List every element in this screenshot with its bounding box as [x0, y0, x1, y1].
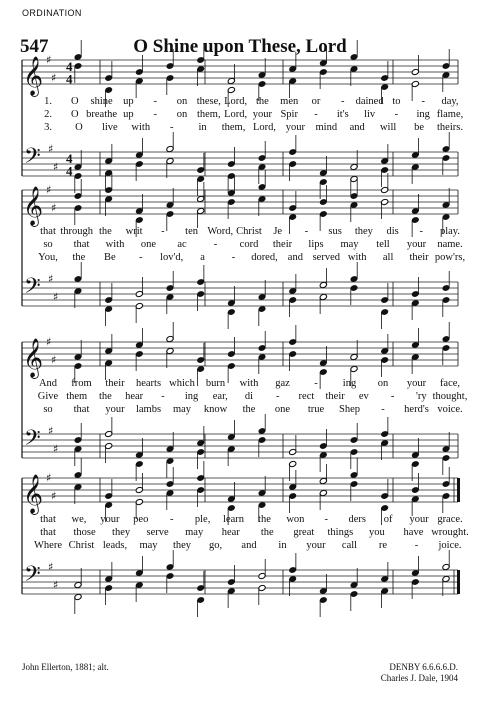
lyric-syllable: 2. — [44, 109, 52, 120]
lyric-syllable: up — [123, 109, 134, 120]
lyric-syllable: with — [131, 122, 151, 133]
lyric-syllable: serve — [146, 527, 169, 538]
lyric-syllable: all — [382, 252, 394, 263]
lyric-syllable: Christ — [236, 226, 262, 237]
final-barline — [457, 478, 460, 502]
lyric-syllable: or — [311, 96, 321, 107]
lyric-syllable: leads, — [102, 540, 128, 551]
lyric-syllable: the — [260, 527, 274, 538]
lyric-syllable: - — [161, 226, 165, 237]
key-sharp: ♯ — [48, 424, 54, 438]
lyric-syllable: - — [341, 96, 345, 107]
lyric-syllable: go, — [208, 540, 223, 551]
lyric-syllable: live — [101, 122, 118, 133]
lyric-syllable: pow'rs, — [434, 252, 466, 263]
lyric-syllable: ders — [348, 514, 366, 525]
lyric-syllable: them, — [221, 122, 246, 133]
key-sharp: ♯ — [51, 71, 57, 85]
key-sharp: ♯ — [51, 353, 57, 367]
lyric-syllable: ten — [185, 226, 198, 237]
lyric-syllable: - — [304, 226, 309, 237]
lyric-syllable: and — [241, 540, 257, 551]
lyric-syllable: hear — [221, 527, 240, 538]
lyric-syllable: Lord, — [252, 122, 276, 133]
lyric-syllable: your — [252, 109, 273, 120]
lyric-syllable: your — [306, 540, 326, 551]
bass-clef-icon: 𝄢 — [24, 426, 41, 456]
lyric-syllable: Give — [37, 391, 59, 402]
lyric-syllable: dis — [386, 226, 399, 237]
lyric-syllable: a — [200, 252, 205, 263]
lyric-syllable: 1. — [44, 96, 52, 107]
time-signature-top: 4 — [66, 59, 73, 74]
lyric-syllable: name. — [437, 239, 463, 250]
lyric-syllable: thought, — [432, 391, 468, 402]
lyric-syllable: it's — [336, 109, 349, 120]
key-sharp: ♯ — [48, 142, 54, 156]
lyric-syllable: which — [169, 378, 195, 389]
lyric-syllable: that — [73, 404, 90, 415]
bass-clef-icon: 𝄢 — [24, 562, 41, 592]
lyric-syllable: tell — [376, 239, 390, 250]
lyric-syllable: ac — [177, 239, 187, 250]
time-signature-bottom: 4 — [66, 163, 73, 179]
lyric-syllable: ing — [342, 378, 357, 389]
lyric-syllable: they — [112, 527, 131, 538]
lyric-syllable: that — [73, 239, 90, 250]
lyric-syllable: ear, — [212, 391, 228, 402]
lyric-syllable: O — [75, 122, 83, 133]
lyric-syllable: Shep — [339, 404, 360, 415]
lyric-syllable: joice. — [438, 540, 462, 551]
lyric-syllable: 3. — [44, 122, 52, 133]
lyric-syllable: will — [379, 122, 397, 133]
lyric-syllable: Christ — [68, 540, 95, 551]
key-sharp: ♯ — [51, 201, 57, 215]
lyric-syllable: - — [381, 404, 385, 415]
lyric-syllable: voice. — [437, 404, 463, 415]
hymn-number: 547 — [20, 36, 49, 57]
lyric-syllable: shine — [90, 96, 113, 107]
lyric-syllable: in — [198, 122, 207, 133]
lyric-syllable: them, — [196, 109, 221, 120]
lyric-syllable: mind — [315, 122, 338, 133]
lyric-syllable: the — [255, 96, 269, 107]
final-barline — [457, 570, 460, 594]
lyric-syllable: on — [176, 109, 188, 120]
lyric-syllable: breathe — [86, 109, 118, 120]
lyric-syllable: men — [280, 96, 299, 107]
key-sharp: ♯ — [46, 53, 52, 67]
bass-clef-icon: 𝄢 — [24, 144, 41, 174]
lyric-syllable: the — [99, 391, 112, 402]
key-sharp: ♯ — [48, 560, 54, 574]
lyric-syllable: 'ry — [415, 391, 427, 402]
lyric-syllable: your — [285, 122, 306, 133]
lyric-syllable: grace. — [437, 514, 463, 525]
lyric-syllable: - — [394, 109, 399, 120]
lyric-syllable: the — [99, 226, 112, 237]
lyric-syllable: one — [274, 404, 291, 415]
lyric-syllable: - — [421, 96, 425, 107]
lyric-syllable: ple, — [194, 514, 211, 525]
lyric-syllable: your — [100, 514, 120, 525]
lyric-syllable: ev — [358, 391, 369, 402]
lyric-syllable: herd's — [404, 404, 429, 415]
lyric-syllable: hearts — [135, 378, 162, 389]
lyric-syllable: sus — [328, 226, 342, 237]
lyric-syllable: on — [176, 96, 188, 107]
time-signature-bottom: 4 — [66, 71, 73, 87]
lyric-syllable: may — [139, 540, 158, 551]
lyric-syllable: your — [406, 239, 427, 250]
lyric-syllable: Lord, — [224, 96, 248, 107]
key-sharp: ♯ — [46, 471, 52, 485]
lyric-syllable: - — [314, 378, 318, 389]
lyric-syllable: that — [40, 527, 56, 538]
lyric-syllable: ing — [184, 391, 199, 402]
lyric-syllable: - — [161, 391, 165, 402]
lyric-syllable: face, — [439, 378, 461, 389]
lyric-syllable: have — [403, 527, 424, 538]
lyric-syllable: - — [275, 391, 280, 402]
lyric-syllable: Be — [104, 252, 116, 263]
lyric-syllable: O — [71, 96, 79, 107]
lyric-syllable: of — [383, 514, 393, 525]
lyric-syllable: cord — [239, 239, 259, 250]
lyric-syllable: re — [378, 540, 388, 551]
section-label: ORDINATION — [22, 8, 82, 18]
lyric-syllable: the — [258, 514, 271, 525]
lyric-syllable: - — [213, 239, 218, 250]
lyric-syllable: flame, — [436, 109, 464, 120]
lyric-syllable: Spir — [280, 109, 298, 120]
lyric-syllable: up — [123, 96, 134, 107]
hymn-title: O Shine upon These, Lord — [133, 36, 347, 57]
treble-clef-icon: 𝄞 — [23, 186, 44, 226]
lyric-syllable: di — [244, 391, 254, 402]
lyric-syllable: peo — [133, 514, 149, 525]
lyric-syllable: those — [73, 527, 96, 538]
lyric-syllable: rect — [298, 391, 315, 402]
lyric-syllable: may — [172, 404, 192, 415]
lyric-syllable: - — [324, 514, 329, 525]
lyric-syllable: their — [325, 391, 345, 402]
lyric-syllable: so — [43, 404, 53, 415]
text-credit: John Ellerton, 1881; alt. — [22, 662, 109, 672]
key-sharp: ♯ — [46, 335, 52, 349]
lyric-syllable: liv — [364, 109, 376, 120]
lyric-syllable: them — [66, 391, 88, 402]
lyric-syllable: - — [231, 252, 236, 263]
lyric-syllable: Lord, — [224, 109, 248, 120]
lyric-syllable: And — [38, 378, 58, 389]
lyric-syllable: You, — [38, 252, 58, 263]
bass-clef-icon: 𝄢 — [24, 274, 41, 304]
lyric-syllable: their — [105, 378, 125, 389]
lyric-syllable: burn — [205, 378, 226, 389]
lyric-syllable: - — [139, 252, 143, 263]
lyric-syllable: the — [242, 404, 256, 415]
lyric-syllable: lambs — [135, 404, 162, 415]
lyric-syllable: - — [169, 122, 174, 133]
lyric-syllable: gaz — [275, 378, 290, 389]
lyric-syllable: Je — [273, 226, 283, 237]
lyric-syllable: served — [312, 252, 341, 263]
lyric-syllable: that — [40, 226, 56, 237]
lyric-syllable: day, — [441, 96, 459, 107]
lyric-syllable: writ — [125, 226, 143, 237]
lyric-syllable: - — [153, 109, 157, 120]
lyric-syllable: great — [293, 527, 315, 538]
lyric-syllable: may — [185, 527, 204, 538]
lyric-syllable: with — [105, 239, 125, 250]
lyric-syllable: and — [349, 122, 365, 133]
lyric-syllable: one — [140, 239, 157, 250]
tune-credits — [381, 662, 458, 684]
lyric-syllable: in — [278, 540, 287, 551]
lyric-syllable: that — [40, 514, 56, 525]
lyric-syllable: your — [105, 404, 125, 415]
lyric-syllable: play. — [439, 226, 461, 237]
lyric-syllable: - — [314, 109, 318, 120]
lyric-syllable: won — [286, 514, 305, 525]
lyric-syllable: theirs. — [437, 122, 463, 133]
lyric-syllable: - — [419, 226, 424, 237]
lyric-syllable: their — [272, 239, 293, 250]
lyric-syllable: wrought. — [431, 527, 469, 538]
lyric-syllable: Where — [34, 540, 62, 551]
lyric-syllable: you — [369, 527, 385, 538]
key-sharp: ♯ — [53, 160, 59, 174]
treble-clef-icon: 𝄞 — [23, 338, 44, 378]
key-sharp: ♯ — [53, 442, 59, 456]
lyric-syllable: - — [153, 96, 157, 107]
lyric-syllable: - — [414, 540, 419, 551]
lyric-syllable: ing — [416, 109, 430, 120]
lyric-syllable: with — [239, 378, 259, 389]
lyric-syllable: - — [390, 391, 395, 402]
lyric-syllable: learn — [223, 514, 245, 525]
lyric-syllable: O — [71, 109, 79, 120]
lyric-syllable: call — [341, 540, 358, 551]
lyric-syllable: these, — [196, 96, 221, 107]
lyric-syllable: with — [347, 252, 367, 263]
lyric-syllable: lov'd, — [160, 252, 184, 263]
key-sharp: ♯ — [51, 489, 57, 503]
key-sharp: ♯ — [53, 290, 59, 304]
lyric-syllable: dored, — [251, 252, 278, 263]
lyric-syllable: - — [169, 514, 174, 525]
key-sharp: ♯ — [48, 272, 54, 286]
key-sharp: ♯ — [46, 183, 52, 197]
lyric-syllable: be — [414, 122, 425, 133]
tune-name: DENBY 6.6.6.6.D. — [389, 662, 458, 672]
lyric-syllable: through — [60, 226, 94, 237]
treble-clef-icon: 𝄞 — [23, 56, 44, 96]
time-signature-top: 4 — [66, 151, 73, 166]
lyric-syllable: and — [287, 252, 303, 263]
lyric-syllable: we, — [71, 514, 87, 525]
lyric-syllable: your — [406, 378, 427, 389]
lyric-syllable: to — [392, 96, 401, 107]
lyric-syllable: the — [72, 252, 86, 263]
lyric-syllable: they — [172, 540, 192, 551]
lyric-syllable: your — [409, 514, 429, 525]
lyric-syllable: lips — [308, 239, 324, 250]
lyric-syllable: true — [307, 404, 325, 415]
lyric-syllable: their — [409, 252, 429, 263]
lyric-syllable: things — [327, 527, 354, 538]
lyric-syllable: they — [354, 226, 373, 237]
lyric-syllable: may — [340, 239, 359, 250]
lyric-syllable: Word, — [207, 226, 234, 237]
key-sharp: ♯ — [53, 578, 59, 592]
lyric-syllable: hear — [125, 391, 144, 402]
tune-credit: Charles J. Dale, 1904 — [380, 673, 458, 683]
lyric-syllable: from — [71, 378, 92, 389]
lyric-syllable: on — [377, 378, 389, 389]
treble-clef-icon: 𝄞 — [23, 474, 44, 514]
lyric-syllable: dained — [355, 96, 384, 107]
lyric-syllable: know — [203, 404, 228, 415]
lyric-syllable: so — [43, 239, 53, 250]
